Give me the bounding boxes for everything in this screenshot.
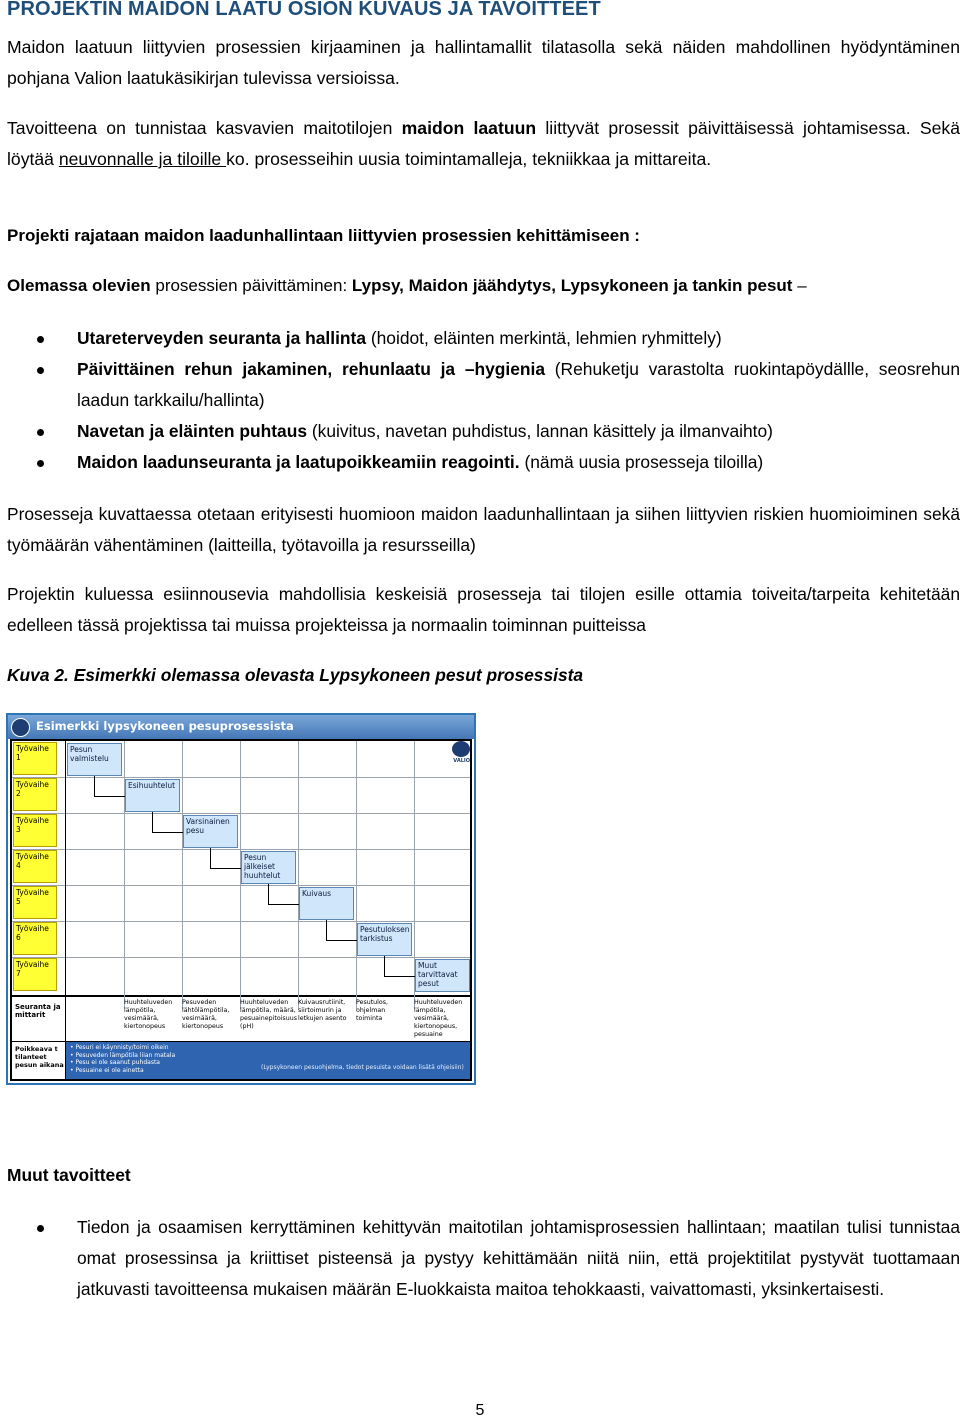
grid-line	[12, 849, 470, 850]
process-box: Kuivaus	[299, 887, 354, 920]
list-item-bold: Utareterveyden seuranta ja hallinta	[77, 328, 366, 348]
list-item-bold: Päivittäinen rehun jakaminen, rehunlaatu ja –hygienia	[77, 359, 546, 379]
grid-line	[12, 995, 470, 997]
goal-text-a: Tavoitteena on tunnistaa kasvavien maitotilojen	[7, 118, 402, 138]
connector-line	[94, 776, 95, 796]
connector-line	[152, 832, 183, 833]
exception-item: • Pesu ei ole saanut puhdasta	[70, 1059, 160, 1066]
metric-cell: Huuhteluveden lämpötila, määrä, pesuainepitoisuus (pH)	[240, 999, 297, 1030]
figure-caption: Kuva 2. Esimerkki olemassa olevasta Lypsykoneen pesut prosessista	[7, 665, 584, 685]
metric-cell: Pesutulos, ohjelman toiminta	[356, 999, 389, 1022]
list-item-text: (Rehuketju varastolta ruokintapöydällle, seosrehun laadun tarkkailu/hallinta)	[77, 359, 960, 410]
exception-item: • Pesuaine ei ole ainetta	[70, 1066, 144, 1074]
grid-line	[12, 885, 470, 886]
metric-cell: Huuhteluveden lämpötila, vesimäärä, kiertonopeus	[124, 999, 173, 1030]
existing-text: prosessien päivittäminen:	[150, 276, 352, 295]
step-label: Työvaihe 4	[13, 850, 57, 883]
bullet-icon	[37, 336, 44, 343]
step-label: Työvaihe 3	[13, 814, 57, 847]
existing-processes-paragraph	[7, 274, 960, 298]
goal-text-e: ko. prosesseihin uusia toimintamalleja, tekniikkaa ja mittareita.	[226, 149, 712, 169]
process-box: Pesun valmistelu	[67, 743, 122, 776]
connector-line	[210, 868, 241, 869]
bullet-icon	[37, 367, 44, 374]
existing-processes: Lypsy, Maidon jäähdytys, Lypsykoneen ja tankin pesut	[351, 276, 793, 295]
diagram-title: Esimerkki lypsykoneen pesuprosessista	[36, 719, 294, 733]
connector-line	[326, 940, 357, 941]
step-label: Työvaihe 7	[13, 958, 57, 991]
connector-line	[384, 976, 415, 977]
exception-item: • Pesuveden lämpötila liian matala	[70, 1051, 176, 1059]
goal-paragraph	[7, 113, 960, 175]
grid-line	[12, 813, 470, 814]
process-box: Pesun jälkeiset huuhtelut	[241, 851, 296, 884]
row-label-monitoring: Seuranta ja mittarit	[15, 1003, 61, 1019]
list-item-text: (nämä uusia prosesseja tiloilla)	[519, 452, 764, 472]
exception-text: Pesuveden lämpötila liian matala	[75, 1051, 176, 1059]
grid-line	[182, 741, 183, 1009]
description-paragraph: Prosesseja kuvattaessa otetaan erityisesti huomioon maidon laadunhallintaan ja siihen liittyvien riskien huomioiminen sekä työmäärän vähentäminen (laitteilla, työtavoilla ja resursseilla)	[7, 504, 960, 555]
grid-line	[12, 777, 470, 778]
list-item	[0, 323, 960, 354]
intro-paragraph: Maidon laatuun liittyvien prosessien kirjaaminen ja hallintamallit tilatasolla sekä näiden mahdollinen hyödyntäminen pohjana Valion laatukäsikirjan tulevissa versioissa.	[7, 37, 960, 88]
connector-line	[384, 956, 385, 976]
process-box: Esihuuhtelut	[125, 779, 180, 812]
other-goals-heading: Muut tavoitteet	[7, 1165, 131, 1185]
grid-line	[298, 741, 299, 1009]
metric-cell: Kuivausrutiinit, siirtoimurin ja letkujen asento	[298, 999, 347, 1022]
process-box: Muut tarvittavat pesut	[415, 959, 470, 992]
goal-text-c: liittyvät prosessit päivittäisessä johtamisessa. Sekä löytää	[7, 118, 960, 169]
metric-cell: Pesuveden lähtölämpötila, vesimäärä, kiertonopeus	[182, 999, 230, 1030]
bullet-icon	[37, 460, 44, 467]
process-box: Varsinainen pesu	[183, 815, 238, 848]
valio-badge-text: VALIO	[453, 758, 470, 764]
diagram-header	[8, 715, 474, 739]
step-label: Työvaihe 6	[13, 922, 57, 955]
existing-label: Olemassa olevien	[7, 276, 151, 295]
list-item	[0, 1212, 960, 1305]
valio-logo-icon	[11, 718, 30, 737]
connector-line	[268, 904, 299, 905]
connector-line	[326, 920, 327, 940]
list-item-text: (kuivitus, navetan puhdistus, lannan käsittely ja ilmanvaihto)	[307, 421, 773, 441]
list-item-bold: Maidon laadunseuranta ja laatupoikkeamiin reagointi.	[77, 452, 520, 472]
goal-text-underlined: neuvonnalle ja tiloille	[58, 149, 227, 169]
page-number: 5	[475, 1402, 485, 1419]
grid-line	[12, 957, 470, 958]
development-paragraph: Projektin kuluessa esiinnousevia mahdollisia keskeisiä prosesseja tai tilojen esille ottamia toiveita/tarpeita kehitetään edelleen tässä projektissa tai muissa projekteissa ja normaalin toiminnan puitteissa	[7, 584, 960, 635]
scope-paragraph: Projekti rajataan maidon laadunhallintaan liittyvien prosessien kehittämiseen :	[7, 226, 640, 245]
grid-line	[356, 741, 357, 1009]
step-label: Työvaihe 5	[13, 886, 57, 919]
bullet-icon	[37, 429, 44, 436]
metric-cell: Huuhteluveden lämpötila, vesimäärä, kiertonopeus, pesuaine	[414, 999, 463, 1038]
step-label: Työvaihe 1	[13, 742, 57, 775]
connector-line	[94, 796, 125, 797]
connector-line	[268, 884, 269, 904]
grid-line	[65, 741, 66, 1079]
list-item-bold: Navetan ja eläinten puhtaus	[77, 421, 308, 441]
goal-text-bold: maidon laatuun	[401, 118, 537, 138]
list-item	[0, 447, 960, 478]
row-label-exceptions: Poikkeava t tilanteet pesun aikana	[15, 1045, 64, 1069]
other-goals-list	[0, 1212, 960, 1305]
exceptions-band	[66, 1042, 470, 1079]
bullet-icon	[37, 1225, 44, 1232]
list-item	[0, 416, 960, 447]
exception-text: Pesuri ei käynnisty/toimi oikein	[75, 1044, 169, 1051]
list-item-text: (hoidot, eläinten merkintä, lehmien ryhmittely)	[366, 328, 722, 348]
exception-item: • Pesuri ei käynnisty/toimi oikein	[70, 1044, 169, 1051]
step-label: Työvaihe 2	[13, 778, 57, 811]
exceptions-note: (Lypsykoneen pesuohjelma, tiedot pesuista voidaan lisätä ohjeisiin)	[261, 1064, 464, 1071]
grid-line	[12, 921, 470, 922]
exception-text: Pesu ei ole saanut puhdasta	[75, 1059, 160, 1066]
exception-text: Pesuaine ei ole ainetta	[75, 1066, 144, 1074]
existing-dash: –	[792, 276, 807, 295]
list-item-text: Tiedon ja osaamisen kerryttäminen kehittyvän maitotilan johtamisprosessien hallintaan; maatilan tulisi tunnistaa omat prosessinsa ja kriittiset pisteensä ja pystyy kehittämään niitä niin, että projektitilat pystyvät tuottamaan jatkuvasti tavoitteensa mukaisen määrän E-luokkaista maitoa tehokkaasti, vaivattomasti, yksinkertaisesti.	[77, 1217, 960, 1299]
section-heading: PROJEKTIN MAIDON LAATU OSION KUVAUS JA TAVOITTEET	[7, 0, 601, 20]
connector-line	[210, 848, 211, 868]
list-item	[0, 354, 960, 416]
process-box: Pesutuloksen tarkistus	[357, 923, 412, 956]
diagram-grid	[10, 739, 472, 1081]
connector-line	[152, 812, 153, 832]
process-list	[0, 323, 960, 478]
process-diagram	[6, 713, 476, 1085]
